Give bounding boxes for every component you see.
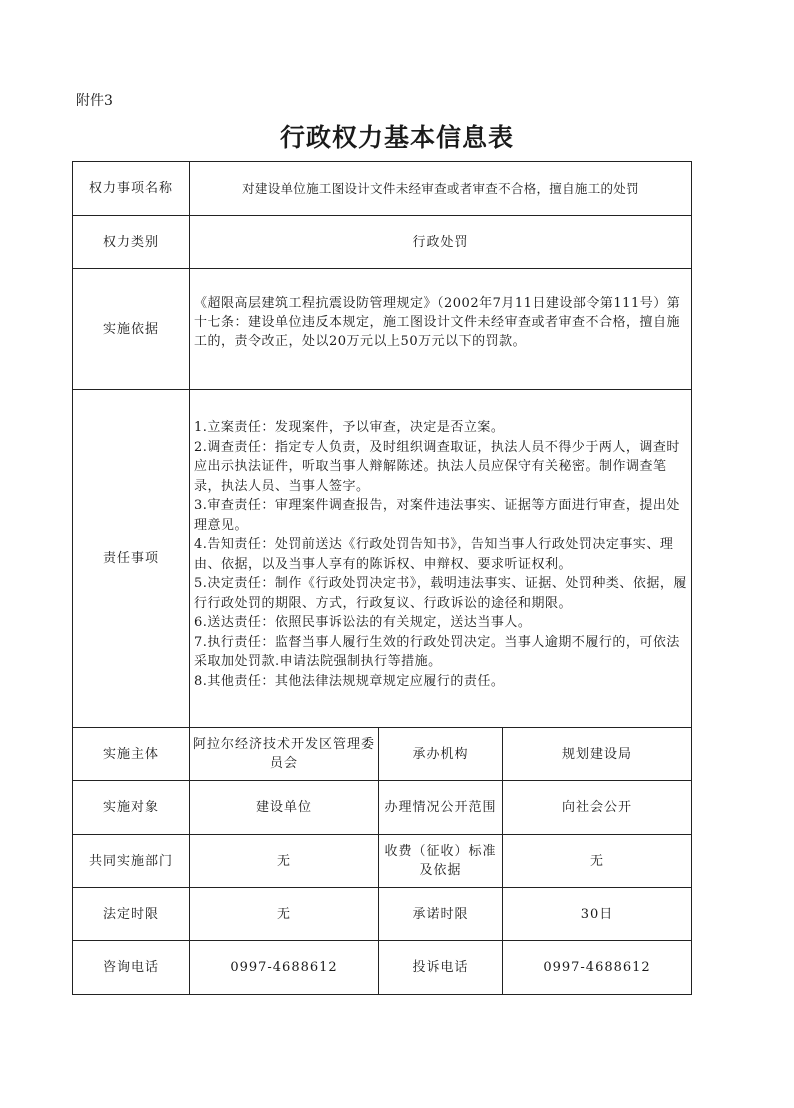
- fee-value: 无: [503, 835, 692, 888]
- table-row-target: [73, 781, 692, 835]
- responsibility-item: 3.审查责任：审理案件调查报告，对案件违法事实、证据等方面进行审查，提出处理意见。: [194, 498, 680, 533]
- table-row-phone: [73, 941, 692, 995]
- complaint-phone-label: 投诉电话: [379, 941, 503, 995]
- legal-deadline-label: 法定时限: [73, 888, 190, 941]
- disclosure-value: 向社会公开: [503, 781, 692, 835]
- responsibilities-label: 责任事项: [73, 390, 190, 728]
- name-label: 权力事项名称: [73, 162, 190, 216]
- basis-value: 《超限高层建筑工程抗震设防管理规定》（2002年7月11日建设部令第111号）第十七条：建设单位违反本规定，施工图设计文件未经审查或者审查不合格，擅自施工的，责令改正，处以20万元以上50万元以下的罚款。: [190, 269, 692, 390]
- complaint-phone-value: 0997-4688612: [503, 941, 692, 995]
- target-label: 实施对象: [73, 781, 190, 835]
- category-label: 权力类别: [73, 216, 190, 269]
- promised-deadline-value: 30日: [503, 888, 692, 941]
- table-row-subject: [73, 728, 692, 781]
- info-table: [72, 161, 692, 995]
- page-title: 行政权力基本信息表: [279, 123, 514, 152]
- agency-value: 规划建设局: [503, 728, 692, 781]
- target-value: 建设单位: [190, 781, 379, 835]
- consult-phone-value: 0997-4688612: [190, 941, 379, 995]
- table-row-category: [73, 216, 692, 269]
- table-row-joint: [73, 835, 692, 888]
- table-row-name: [73, 162, 692, 216]
- table-row-basis: [73, 269, 692, 390]
- responsibility-item: 5.决定责任：制作《行政处罚决定书》，载明违法事实、证据、处罚种类、依据，履行行政处罚的期限、方式，行政复议、行政诉讼的途径和期限。: [194, 576, 687, 611]
- category-value: 行政处罚: [190, 216, 692, 269]
- responsibility-item: 2.调查责任：指定专人负责，及时组织调查取证，执法人员不得少于两人，调查时应出示执法证件，听取当事人辩解陈述。执法人员应保守有关秘密。制作调查笔录，执法人员、当事人签字。: [194, 439, 680, 494]
- name-value: 对建设单位施工图设计文件未经审查或者审查不合格，擅自施工的处罚: [190, 162, 692, 216]
- agency-label: 承办机构: [379, 728, 503, 781]
- basis-label: 实施依据: [73, 269, 190, 390]
- fee-label: 收费（征收）标准及依据: [379, 835, 503, 888]
- attachment-label: 附件3: [76, 93, 113, 109]
- consult-phone-label: 咨询电话: [73, 941, 190, 995]
- responsibility-item: 6.送达责任：依照民事诉讼法的有关规定，送达当事人。: [194, 615, 532, 630]
- legal-deadline-value: 无: [190, 888, 379, 941]
- responsibility-item: 8.其他责任：其他法律法规规章规定应履行的责任。: [194, 673, 505, 689]
- promised-deadline-label: 承诺时限: [379, 888, 503, 941]
- responsibility-item: 7.执行责任：监督当事人履行生效的行政处罚决定。当事人逾期不履行的，可依法采取加处罚款.申请法院强制执行等措施。: [194, 634, 680, 669]
- disclosure-label: 办理情况公开范围: [379, 781, 503, 835]
- subject-label: 实施主体: [73, 728, 190, 781]
- subject-value: 阿拉尔经济技术开发区管理委员会: [190, 728, 379, 781]
- responsibility-item: 4.告知责任：处罚前送达《行政处罚告知书》，告知当事人行政处罚决定事实、理由、依据，以及当事人享有的陈诉权、申辩权、要求听证权利。: [194, 537, 674, 572]
- responsibility-item: 1.立案责任：发现案件，予以审查，决定是否立案。: [194, 420, 505, 435]
- table-row-deadline: [73, 888, 692, 941]
- joint-label: 共同实施部门: [73, 835, 190, 888]
- joint-value: 无: [190, 835, 379, 888]
- responsibilities-list: [190, 390, 692, 728]
- table-row-responsibilities: [73, 390, 692, 728]
